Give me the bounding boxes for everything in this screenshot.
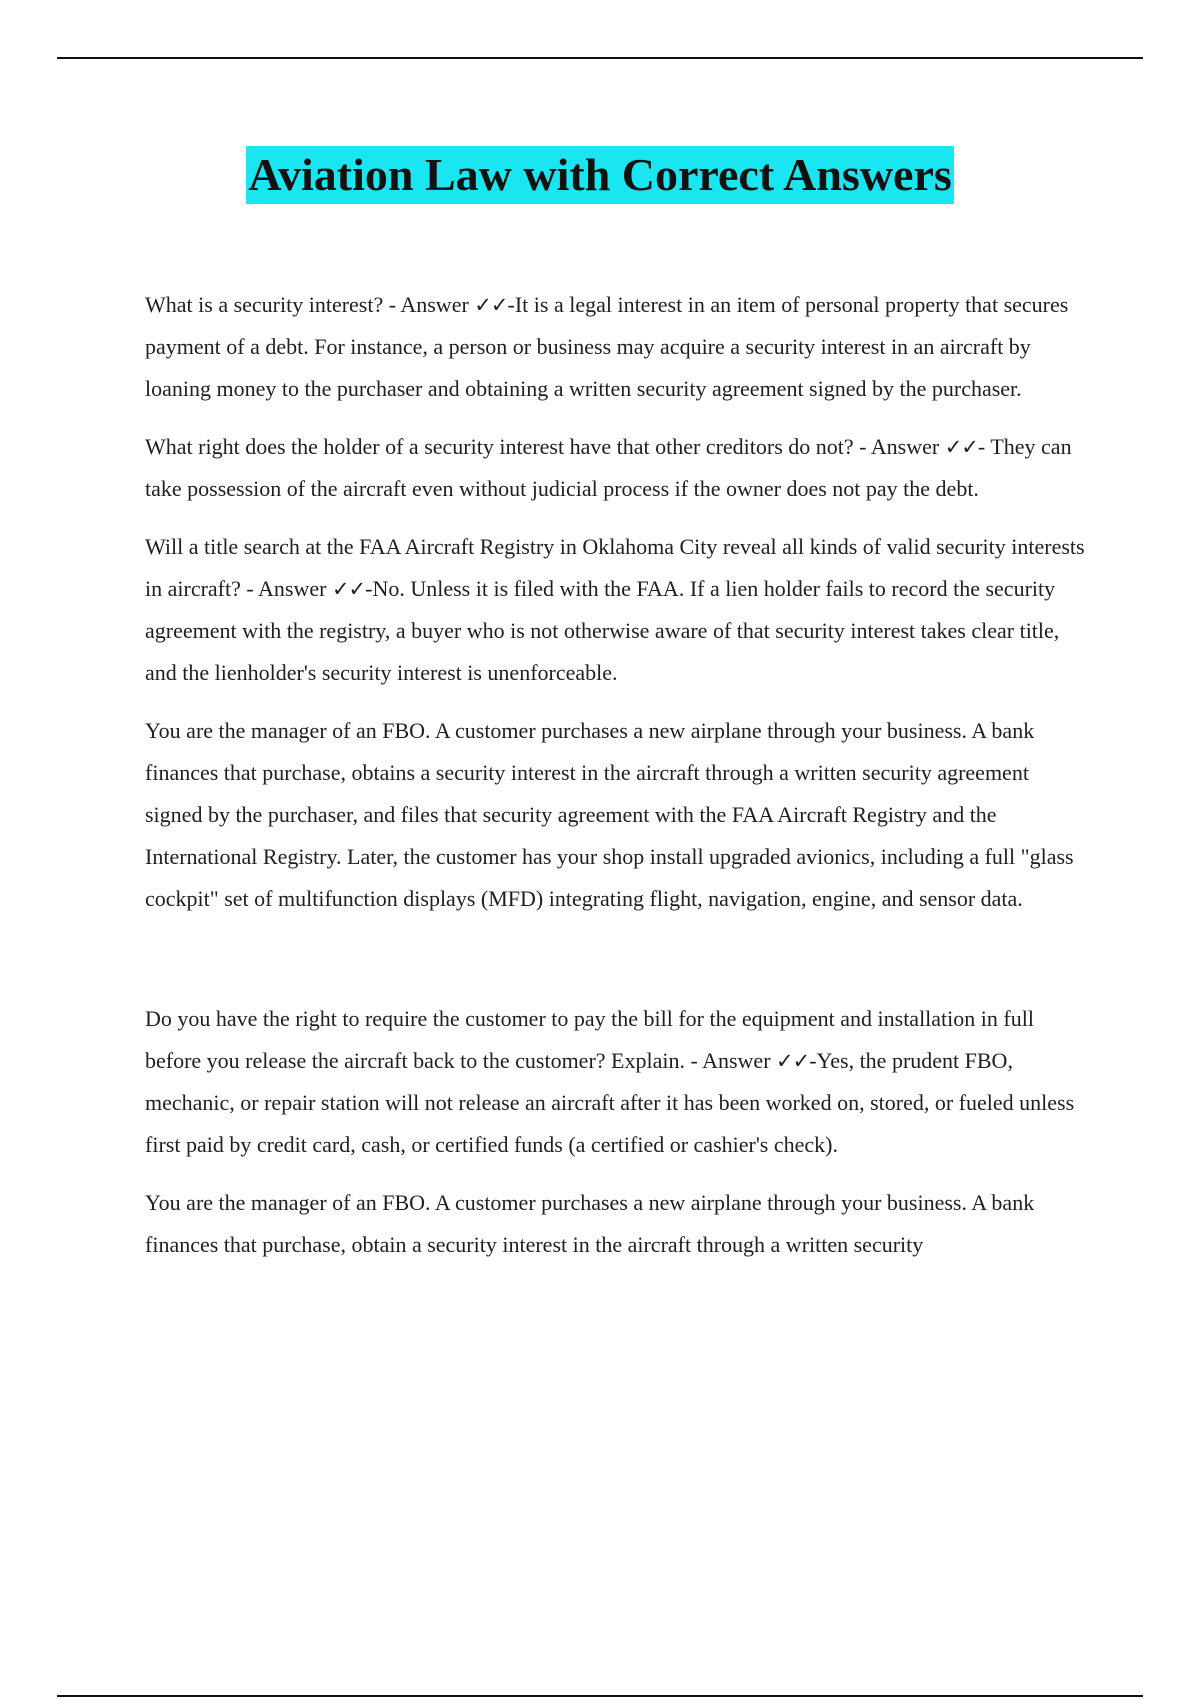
qa-item-4 xyxy=(145,998,1085,1166)
checkmark-icon: ✓✓ xyxy=(944,435,978,459)
answer-text: -No. Unless it is filed with the FAA. If a lien holder fails to record the security agreement with the registry, a buyer who is not otherwise aware of that security interest takes clear title, and the lienholder's security interest is unenforceable. xyxy=(145,576,1060,685)
question-text: Do you have the right to require the customer to pay the bill for the equipment and installation in full before you release the aircraft back to the customer? Explain. - xyxy=(145,1006,1034,1073)
page-title: Aviation Law with Correct Answers xyxy=(246,146,954,204)
checkmark-icon: ✓✓ xyxy=(331,577,366,601)
checkmark-icon: ✓✓ xyxy=(776,1049,810,1073)
qa-item-2 xyxy=(145,426,1085,510)
qa-item-3 xyxy=(145,526,1085,694)
answer-label: Answer xyxy=(702,1048,771,1073)
scenario-text: You are the manager of an FBO. A customer purchases a new airplane through your business. A bank finances that purchase, obtains a security interest in the aircraft through a written security agreement signed by the purchaser, and files that security agreement with the FAA Aircraft Registry and the International Registry. Later, the customer has your shop install upgraded avionics, including a full "glass cockpit" set of multifunction displays (MFD) integrating flight, navigation, engine, and sensor data. xyxy=(145,718,1074,911)
qa-item-1 xyxy=(145,284,1085,410)
answer-label: Answer xyxy=(870,434,940,459)
question-text: Will a title search at the FAA Aircraft Registry in Oklahoma City reveal all kinds of valid security interests in aircraft? - xyxy=(145,534,1085,601)
question-text: What right does the holder of a security interest have that other creditors do not? - xyxy=(145,434,871,459)
checkmark-icon: ✓✓ xyxy=(474,293,508,317)
title-container xyxy=(0,146,1200,204)
scenario-paragraph-2 xyxy=(145,1182,1085,1266)
answer-text: -Yes, the prudent FBO, mechanic, or repair station will not release an aircraft after it has been worked on, stored, or fueled unless first paid by credit card, cash, or certified funds (a certified or cashier's check). xyxy=(145,1048,1075,1157)
scenario-text: You are the manager of an FBO. A customer purchases a new airplane through your business. A bank finances that purchase, obtain a security interest in the aircraft through a written security xyxy=(145,1190,1035,1257)
scenario-paragraph-1 xyxy=(145,710,1085,920)
top-rule xyxy=(57,57,1143,59)
answer-label: Answer xyxy=(400,292,469,317)
answer-text: - They can take possession of the aircraft even without judicial process if the owner does not pay the debt. xyxy=(145,434,1072,501)
bottom-rule xyxy=(57,1695,1143,1697)
answer-label: Answer xyxy=(258,576,327,601)
answer-text: -It is a legal interest in an item of personal property that secures payment of a debt. For instance, a person or business may acquire a security interest in an aircraft by loaning money to the purchaser and obtaining a written security agreement signed by the purchaser. xyxy=(145,292,1069,401)
question-text: What is a security interest? - xyxy=(145,292,401,317)
document-body xyxy=(145,284,1085,1266)
